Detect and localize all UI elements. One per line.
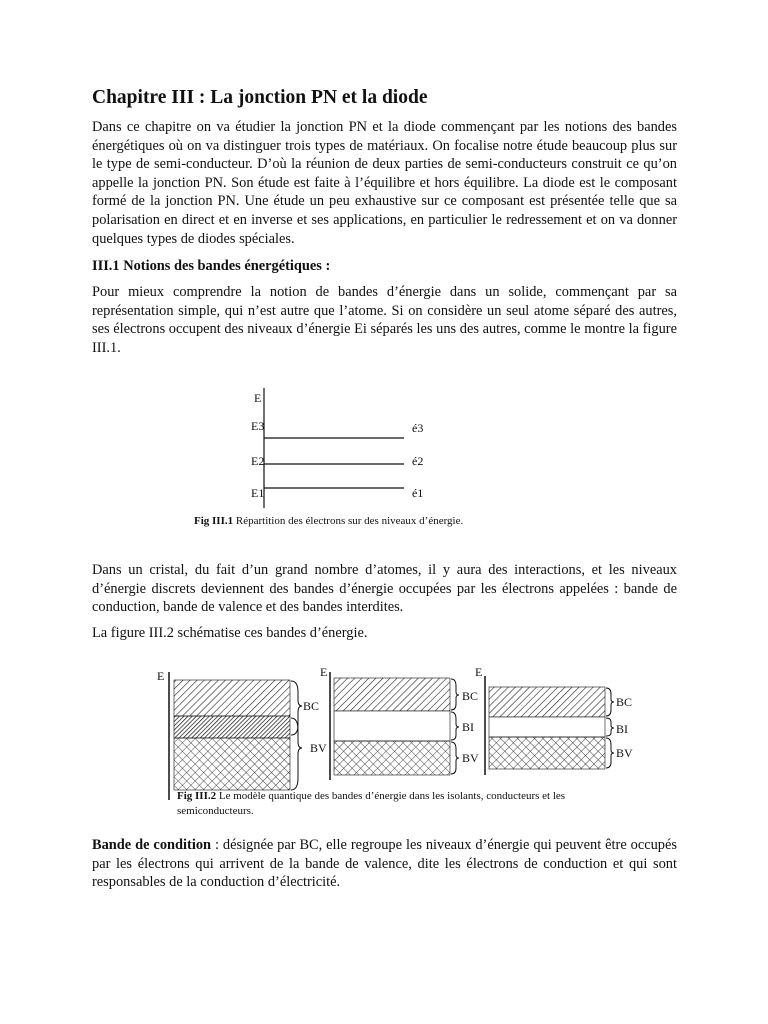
fig2-p3-label-bi: BI [616, 722, 628, 736]
section-paragraph-3: La figure III.2 schématise ces bandes d’énergie. [92, 625, 368, 641]
fig1-axis-label: E [254, 391, 262, 405]
fig1-electron-1: é1 [412, 486, 424, 500]
fig2-p1-band-bc [174, 680, 290, 716]
fig2-caption-line-1 [177, 790, 565, 802]
fig2-p2-brace-bv [451, 742, 459, 774]
fig2-p1-brace-bv [291, 718, 302, 790]
fig1-electron-3: é3 [412, 421, 424, 435]
fig2-caption-text: Le modèle quantique des bandes d’énergie dans les isolants, conducteurs et les [216, 790, 566, 802]
fig2-p3-brace-bc [606, 688, 614, 716]
fig1-label-e3: E3 [251, 419, 265, 433]
fig2-p2-label-bi: BI [462, 720, 474, 734]
fig2-p3-band-bv [489, 737, 605, 769]
fig2-p3-band-bi [489, 717, 605, 737]
fig2-p3-axis-label: E [475, 665, 483, 679]
chapter-title: Chapitre III : La jonction PN et la diode [92, 87, 428, 108]
fig2-p3-label-bv: BV [616, 746, 633, 760]
fig2-p1-axis-label: E [157, 669, 165, 683]
fig1-caption [194, 515, 463, 527]
definition-paragraph [92, 836, 677, 892]
fig2-p2-band-bv [334, 741, 450, 775]
fig2-p3-brace-bi [606, 718, 614, 736]
fig2-caption-line-2: semiconducteurs. [177, 805, 254, 817]
intro-paragraph: Dans ce chapitre on va étudier la jonction PN et la diode commençant par les notions des bandes énergétiques où on va distinguer trois types de matériaux. On focalise notre étude beaucoup plus sur le type de semi-conducteur. D’où la réunion de deux parties de semi-conducteurs construit ce qu’on appelle la jonction PN. Son étude est faite à l’équilibre et hors équilibre. La diode est le composant formé de la jonction PN. Une étude un peu exhaustive sur ce composant est présentée telle que sa polarisation en direct et en inverse et ses applications, en particulier le redressement et on va donner quelques types de diodes spéciales. [92, 119, 677, 247]
fig2-p2-axis-label: E [320, 665, 328, 679]
fig2-p3-label-bc: BC [616, 695, 633, 709]
fig1-caption-text: Répartition des électrons sur des niveaux d’énergie. [233, 515, 464, 527]
fig2-caption-number: Fig III.2 [177, 790, 217, 802]
fig2-p2-band-bi [334, 711, 450, 741]
fig2-p3-band-bc [489, 687, 605, 717]
fig2-p1-label-bc: BC [303, 699, 320, 713]
section-paragraph-2: Dans un cristal, du fait d’un grand nombre d’atomes, il y aura des interactions, et les niveaux d’énergie discrets deviennent des bandes d’énergie occupées par les électrons appelées : bande de conduction, bande de valence et des bandes interdites. [92, 562, 677, 616]
fig1-label-e2: E2 [251, 454, 265, 468]
fig2-panel-1 [157, 669, 327, 800]
definition-text: : désignée par BC, elle regroupe les niveaux d’énergie qui peuvent être occupés par les électrons qui arrivent de la bande de valence, dite les électrons de conduction et qui sont responsables de la conduction d’électricité. [92, 837, 677, 891]
fig2-panel-3 [475, 665, 633, 775]
fig1-electron-2: é2 [412, 454, 424, 468]
fig1-label-e1: E1 [251, 486, 265, 500]
section-paragraph-1: Pour mieux comprendre la notion de bandes d’énergie dans un solide, commençant par sa représentation simple, qui n’est autre que l’atome. Si on considère un seul atome séparé des autres, ses électrons occupent des niveaux d’énergie Ei séparés les uns des autres, comme le montre la figure III.1. [92, 284, 677, 356]
fig2-p2-brace-bi [451, 712, 459, 740]
section-heading: III.1 Notions des bandes énergétiques : [92, 258, 331, 274]
fig2-p2-band-bc [334, 678, 450, 711]
fig2-p2-label-bv: BV [462, 751, 479, 765]
fig2-p1-band-bv [174, 738, 290, 790]
fig1-caption-number: Fig III.1 [194, 515, 234, 527]
fig2-p2-label-bc: BC [462, 689, 479, 703]
fig2-panel-2 [320, 665, 479, 780]
fig2-p3-brace-bv [606, 738, 614, 768]
fig2-p2-brace-bc [451, 679, 459, 710]
fig2-p1-band-overlap [174, 716, 290, 738]
fig2-p1-brace-bc [291, 681, 302, 735]
definition-term: Bande de condition [92, 837, 212, 853]
fig2-p1-label-bv: BV [310, 741, 327, 755]
